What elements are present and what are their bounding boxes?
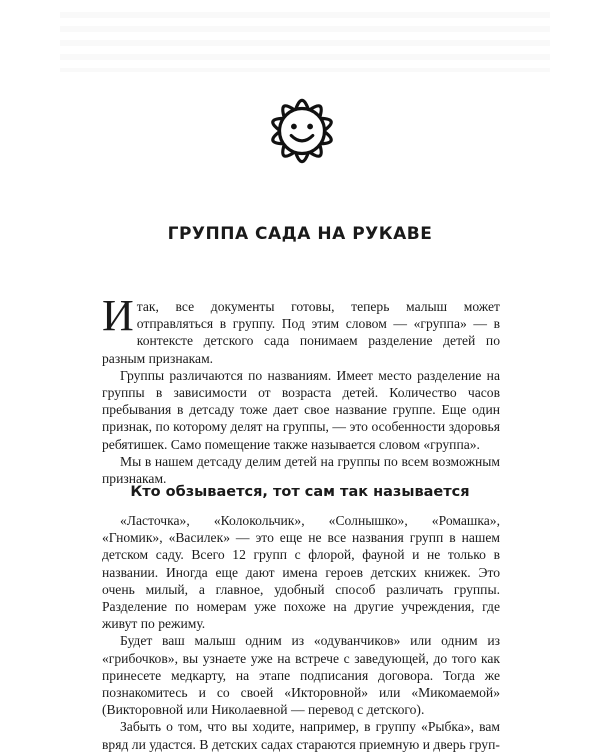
intro-text	[102, 291, 500, 487]
section-paragraph: «Ласточка», «Колокольчик», «Солнышко», «Ромашка», «Гномик», «Василек» — это еще не все названия групп в нашем детском саду. Всего 12 групп с флорой, фауной и не только в названии. Иногда еще дают имена героев детских книжек. Это очень милый, а главное, удобный способ различать группы. Разделение по номерам уже похоже на другие учреждения, где живут по режиму.	[102, 513, 500, 632]
intro-paragraph: Группы различаются по названиям. Имеет место разделение на группы в зависимости от возраста детей. Количество часов пребывания в детсаду тоже дает свое название группе. Еще один признак, по которому делят на группы, — это особенности здоровья ребятишек. Само помещение также называется словом «группа».	[102, 367, 500, 452]
intro-paragraph: Мы в нашем детсаду делим детей на группы по всем возможным признакам.	[102, 453, 500, 487]
intro-paragraph: Итак, все документы готовы, теперь малыш может отправляться в группу. Под этим словом — «группа» — в контексте детского сада понимаем разделение детей по разным признакам.	[102, 291, 500, 366]
section-title: Кто обзывается, тот сам так называется	[130, 484, 470, 500]
smiling-sun-icon	[257, 86, 347, 176]
chapter-title: ГРУППА САДА НА РУКАВЕ	[167, 224, 433, 244]
section-paragraph: Будет ваш малыш одним из «одуванчиков» или одним из «грибочков», вы узнаете уже на встрече с заведующей, до того как принесете медкарту, на этапе подписания договора. Тогда же познакомитесь и со своей «Икторовной» или «Микомаемой» (Викторовной или Николаевной — перевод с детского).	[102, 633, 500, 718]
section-paragraph: Забыть о том, что вы ходите, например, в группу «Рыбка», вам вряд ли удастся. В детских садах стараются приемную и дверь груп-	[102, 719, 500, 752]
section-text	[102, 512, 500, 753]
drop-cap: И	[102, 291, 134, 340]
show-through-text	[60, 12, 550, 72]
